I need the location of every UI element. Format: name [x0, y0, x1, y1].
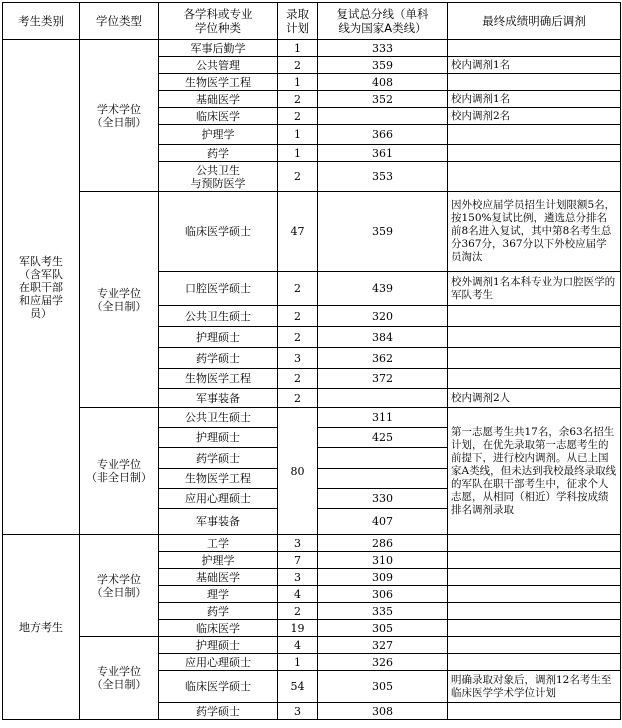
score-cell [318, 108, 448, 125]
quota-cell: 2 [278, 108, 318, 125]
major-cell: 临床医学 [159, 620, 278, 637]
note-cell [448, 162, 621, 192]
note-cell [448, 620, 621, 637]
major-cell: 基础医学 [159, 91, 278, 108]
header-category: 考生类别 [3, 3, 80, 40]
score-cell: 310 [318, 552, 448, 569]
major-cell: 基础医学 [159, 569, 278, 586]
score-cell: 408 [318, 74, 448, 91]
quota-cell: 2 [278, 369, 318, 389]
degree-military-professional-full: 专业学位 （全日制） [80, 192, 159, 408]
major-cell: 药学 [159, 603, 278, 620]
major-cell: 临床医学硕士 [159, 192, 278, 272]
quota-cell: 1 [278, 74, 318, 91]
quota-cell: 3 [278, 535, 318, 552]
note-cell [448, 535, 621, 552]
note-cell [448, 586, 621, 603]
score-cell: 335 [318, 603, 448, 620]
score-cell: 311 [318, 408, 448, 428]
major-cell: 公共卫生硕士 [159, 408, 278, 428]
major-cell: 护理硕士 [159, 637, 278, 654]
note-cell [448, 637, 621, 654]
quota-cell: 3 [278, 569, 318, 586]
score-cell: 372 [318, 369, 448, 389]
quota-cell: 47 [278, 192, 318, 272]
note-cell: 校内调剂2名 [448, 108, 621, 125]
major-cell: 公共卫生 与预防医学 [159, 162, 278, 192]
note-cell [448, 552, 621, 569]
score-cell: 362 [318, 348, 448, 369]
note-cell: 校内调剂1名 [448, 91, 621, 108]
note-cell [448, 145, 621, 162]
score-cell: 425 [318, 428, 448, 448]
header-row [3, 3, 621, 40]
score-cell: 359 [318, 57, 448, 74]
quota-cell: 54 [278, 671, 318, 703]
score-cell: 286 [318, 535, 448, 552]
major-cell: 生物医学工程 [159, 74, 278, 91]
table-row [3, 40, 621, 57]
major-cell: 口腔医学硕士 [159, 272, 278, 306]
score-cell: 330 [318, 489, 448, 509]
header-score: 复试总分线（单科 线为国家A类线） [318, 3, 448, 40]
score-cell: 326 [318, 654, 448, 671]
header-degree-type: 学位类型 [80, 3, 159, 40]
quota-cell: 4 [278, 586, 318, 603]
note-cell: 明确录取对象后，调剂12名考生至临床医学学术学位计划 [448, 671, 621, 703]
major-cell: 军事后勤学 [159, 40, 278, 57]
score-cell: 353 [318, 162, 448, 192]
quota-cell: 2 [278, 603, 318, 620]
header-major: 各学科或专业 学位种类 [159, 3, 278, 40]
quota-cell: 2 [278, 57, 318, 74]
quota-cell: 7 [278, 552, 318, 569]
quota-cell: 1 [278, 145, 318, 162]
quota-cell: 2 [278, 327, 318, 348]
score-cell: 305 [318, 671, 448, 703]
table-row [3, 535, 621, 552]
degree-military-professional-part: 专业学位 （非全日制） [80, 408, 159, 535]
score-cell: 327 [318, 637, 448, 654]
score-cell: 333 [318, 40, 448, 57]
note-cell [448, 40, 621, 57]
major-cell: 应用心理硕士 [159, 489, 278, 509]
note-cell: 校内调剂2人 [448, 389, 621, 408]
degree-military-academic: 学术学位 （全日制） [80, 40, 159, 192]
major-cell: 军事装备 [159, 389, 278, 408]
major-cell: 临床医学硕士 [159, 671, 278, 703]
quota-cell: 3 [278, 348, 318, 369]
quota-cell: 2 [278, 91, 318, 108]
major-cell: 军事装备 [159, 509, 278, 535]
quota-cell: 1 [278, 40, 318, 57]
major-cell: 护理硕士 [159, 428, 278, 448]
degree-local-academic: 学术学位 （全日制） [80, 535, 159, 637]
quota-cell: 2 [278, 389, 318, 408]
score-cell: 320 [318, 306, 448, 327]
major-cell: 公共卫生硕士 [159, 306, 278, 327]
major-cell: 工学 [159, 535, 278, 552]
note-cell [448, 348, 621, 369]
major-cell: 生物医学工程 [159, 369, 278, 389]
score-cell [318, 448, 448, 469]
score-cell: 439 [318, 272, 448, 306]
major-cell: 理学 [159, 586, 278, 603]
note-cell [448, 369, 621, 389]
score-cell: 309 [318, 569, 448, 586]
category-local: 地方考生 [3, 535, 80, 720]
quota-cell: 2 [278, 162, 318, 192]
score-cell: 352 [318, 91, 448, 108]
score-cell: 407 [318, 509, 448, 535]
major-cell: 药学硕士 [159, 348, 278, 369]
major-cell: 生物医学工程 [159, 469, 278, 489]
note-cell [448, 306, 621, 327]
score-cell: 359 [318, 192, 448, 272]
score-cell: 308 [318, 703, 448, 720]
score-cell: 306 [318, 586, 448, 603]
note-cell: 校内调剂1名 [448, 57, 621, 74]
table-row [3, 637, 621, 654]
degree-local-professional: 专业学位 （全日制） [80, 637, 159, 720]
major-cell: 护理硕士 [159, 327, 278, 348]
major-cell: 公共管理 [159, 57, 278, 74]
score-cell: 384 [318, 327, 448, 348]
major-cell: 应用心理硕士 [159, 654, 278, 671]
quota-cell: 2 [278, 272, 318, 306]
score-cell: 366 [318, 125, 448, 145]
header-quota: 录取 计划 [278, 3, 318, 40]
score-cell [318, 469, 448, 489]
note-cell [448, 703, 621, 720]
score-cell: 305 [318, 620, 448, 637]
score-cell [318, 389, 448, 408]
score-cell: 361 [318, 145, 448, 162]
major-cell: 药学硕士 [159, 703, 278, 720]
note-cell [448, 569, 621, 586]
quota-cell: 4 [278, 637, 318, 654]
note-cell [448, 74, 621, 91]
quota-merged-cell: 80 [278, 408, 318, 535]
category-military: 军队考生 （含军队 在职干部 和应届学 员） [3, 40, 80, 535]
major-cell: 药学 [159, 145, 278, 162]
quota-cell: 1 [278, 654, 318, 671]
note-cell: 校外调剂1名本科专业为口腔医学的军队考生 [448, 272, 621, 306]
note-cell [448, 654, 621, 671]
quota-cell: 19 [278, 620, 318, 637]
table-row [3, 192, 621, 272]
major-cell: 临床医学 [159, 108, 278, 125]
table-row [3, 408, 621, 428]
note-cell [448, 327, 621, 348]
admission-table [2, 2, 621, 720]
quota-cell: 3 [278, 703, 318, 720]
quota-cell: 1 [278, 125, 318, 145]
note-cell [448, 603, 621, 620]
note-cell: 因外校应届学员招生计划限额5名，按150%复试比例，遴选总分排名前8名进入复试，其中第8名考生总分367分，367分以下外校应届学员淘汰 [448, 192, 621, 272]
major-cell: 护理学 [159, 125, 278, 145]
note-merged-cell: 第一志愿考生共17名，余63名招生计划，在优先录取第一志愿考生的前提下，进行校内调剂。从已上国家A类线，但未达到我校最终录取线的军队在职干部考生中，征求个人志愿，从相同（相近）学科按成绩排名调剂录取 [448, 408, 621, 535]
major-cell: 药学硕士 [159, 448, 278, 469]
note-cell [448, 125, 621, 145]
major-cell: 护理学 [159, 552, 278, 569]
quota-cell: 2 [278, 306, 318, 327]
header-note: 最终成绩明确后调剂 [448, 3, 621, 40]
